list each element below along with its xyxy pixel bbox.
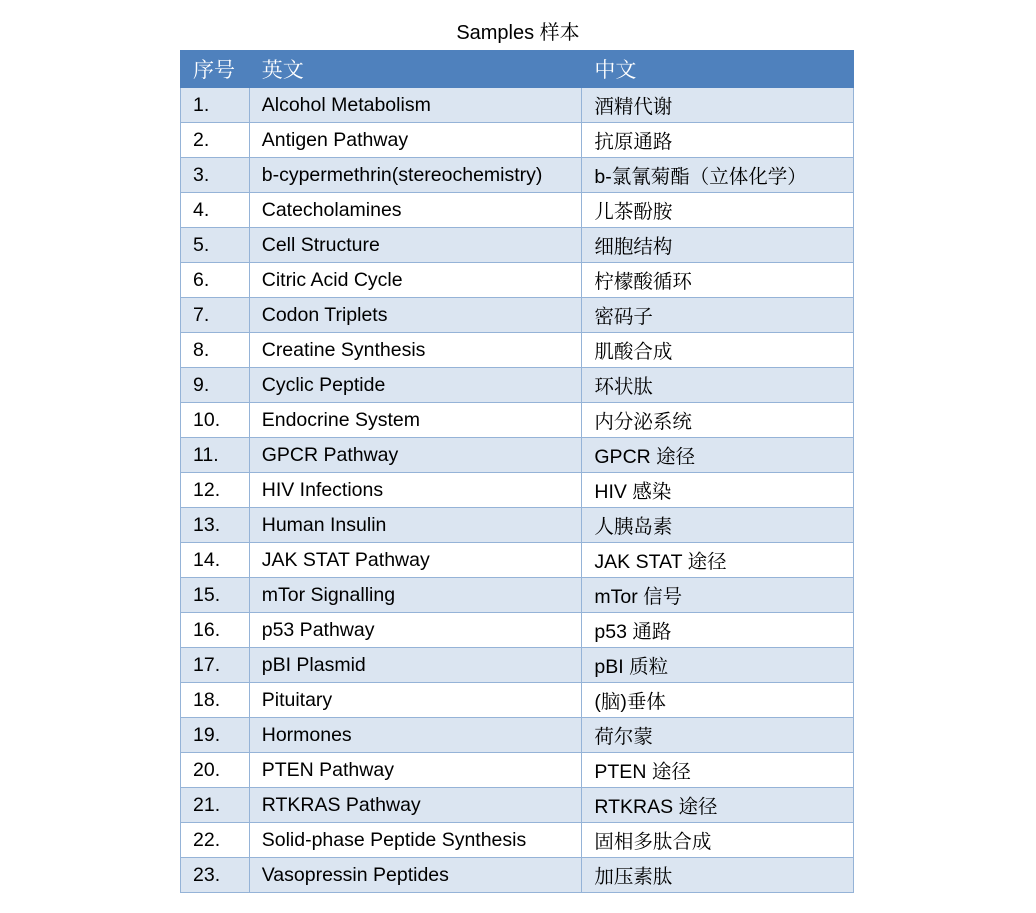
chinese-cell: 酒精代谢	[582, 88, 854, 123]
table-row	[181, 718, 854, 753]
english-cell: GPCR Pathway	[249, 438, 582, 473]
english-cell: Endocrine System	[249, 403, 582, 438]
chinese-cell: JAK STAT 途径	[582, 543, 854, 578]
index-cell: 20.	[181, 753, 250, 788]
english-cell: Antigen Pathway	[249, 123, 582, 158]
table-row	[181, 333, 854, 368]
chinese-cell: 肌酸合成	[582, 333, 854, 368]
chinese-cell: pBI 质粒	[582, 648, 854, 683]
english-cell: Alcohol Metabolism	[249, 88, 582, 123]
table-row	[181, 543, 854, 578]
table-row	[181, 473, 854, 508]
english-cell: JAK STAT Pathway	[249, 543, 582, 578]
index-cell: 1.	[181, 88, 250, 123]
english-cell: Cell Structure	[249, 228, 582, 263]
index-cell: 8.	[181, 333, 250, 368]
index-cell: 4.	[181, 193, 250, 228]
chinese-cell: PTEN 途径	[582, 753, 854, 788]
samples-table	[180, 50, 854, 893]
chinese-cell: RTKRAS 途径	[582, 788, 854, 823]
english-cell: Human Insulin	[249, 508, 582, 543]
table-row	[181, 788, 854, 823]
header-english: 英文	[249, 51, 582, 88]
index-cell: 10.	[181, 403, 250, 438]
chinese-cell: 密码子	[582, 298, 854, 333]
english-cell: Solid-phase Peptide Synthesis	[249, 823, 582, 858]
chinese-cell: HIV 感染	[582, 473, 854, 508]
index-cell: 12.	[181, 473, 250, 508]
chinese-cell: 荷尔蒙	[582, 718, 854, 753]
table-row	[181, 578, 854, 613]
index-cell: 7.	[181, 298, 250, 333]
index-cell: 14.	[181, 543, 250, 578]
chinese-cell: 内分泌系统	[582, 403, 854, 438]
english-cell: HIV Infections	[249, 473, 582, 508]
english-cell: RTKRAS Pathway	[249, 788, 582, 823]
table-row	[181, 858, 854, 893]
english-cell: pBI Plasmid	[249, 648, 582, 683]
index-cell: 17.	[181, 648, 250, 683]
chinese-cell: p53 通路	[582, 613, 854, 648]
english-cell: PTEN Pathway	[249, 753, 582, 788]
english-cell: Pituitary	[249, 683, 582, 718]
english-cell: Catecholamines	[249, 193, 582, 228]
chinese-cell: 柠檬酸循环	[582, 263, 854, 298]
index-cell: 15.	[181, 578, 250, 613]
index-cell: 9.	[181, 368, 250, 403]
index-cell: 6.	[181, 263, 250, 298]
table-row	[181, 613, 854, 648]
table-row	[181, 158, 854, 193]
table-row	[181, 753, 854, 788]
english-cell: mTor Signalling	[249, 578, 582, 613]
chinese-cell: 固相多肽合成	[582, 823, 854, 858]
index-cell: 3.	[181, 158, 250, 193]
table-row	[181, 368, 854, 403]
index-cell: 16.	[181, 613, 250, 648]
chinese-cell: 环状肽	[582, 368, 854, 403]
index-cell: 22.	[181, 823, 250, 858]
table-row	[181, 823, 854, 858]
table-row	[181, 508, 854, 543]
table-row	[181, 263, 854, 298]
table-row	[181, 648, 854, 683]
table-row	[181, 683, 854, 718]
index-cell: 23.	[181, 858, 250, 893]
index-cell: 19.	[181, 718, 250, 753]
index-cell: 13.	[181, 508, 250, 543]
index-cell: 21.	[181, 788, 250, 823]
index-cell: 5.	[181, 228, 250, 263]
table-row	[181, 438, 854, 473]
table-row	[181, 193, 854, 228]
english-cell: Creatine Synthesis	[249, 333, 582, 368]
table-header-row	[181, 51, 854, 88]
index-cell: 2.	[181, 123, 250, 158]
chinese-cell: 细胞结构	[582, 228, 854, 263]
chinese-cell: GPCR 途径	[582, 438, 854, 473]
english-cell: b-cypermethrin(stereochemistry)	[249, 158, 582, 193]
chinese-cell: mTor 信号	[582, 578, 854, 613]
table-row	[181, 403, 854, 438]
english-cell: Vasopressin Peptides	[249, 858, 582, 893]
chinese-cell: 加压素肽	[582, 858, 854, 893]
header-chinese: 中文	[582, 51, 854, 88]
header-index: 序号	[181, 51, 250, 88]
table-row	[181, 228, 854, 263]
table-title: Samples 样本	[456, 22, 580, 44]
table-row	[181, 298, 854, 333]
english-cell: Hormones	[249, 718, 582, 753]
chinese-cell: b-氯氰菊酯（立体化学）	[582, 158, 854, 193]
table-row	[181, 123, 854, 158]
index-cell: 18.	[181, 683, 250, 718]
english-cell: p53 Pathway	[249, 613, 582, 648]
chinese-cell: 人胰岛素	[582, 508, 854, 543]
english-cell: Codon Triplets	[249, 298, 582, 333]
english-cell: Cyclic Peptide	[249, 368, 582, 403]
chinese-cell: (脑)垂体	[582, 683, 854, 718]
chinese-cell: 儿茶酚胺	[582, 193, 854, 228]
chinese-cell: 抗原通路	[582, 123, 854, 158]
index-cell: 11.	[181, 438, 250, 473]
table-row	[181, 88, 854, 123]
english-cell: Citric Acid Cycle	[249, 263, 582, 298]
